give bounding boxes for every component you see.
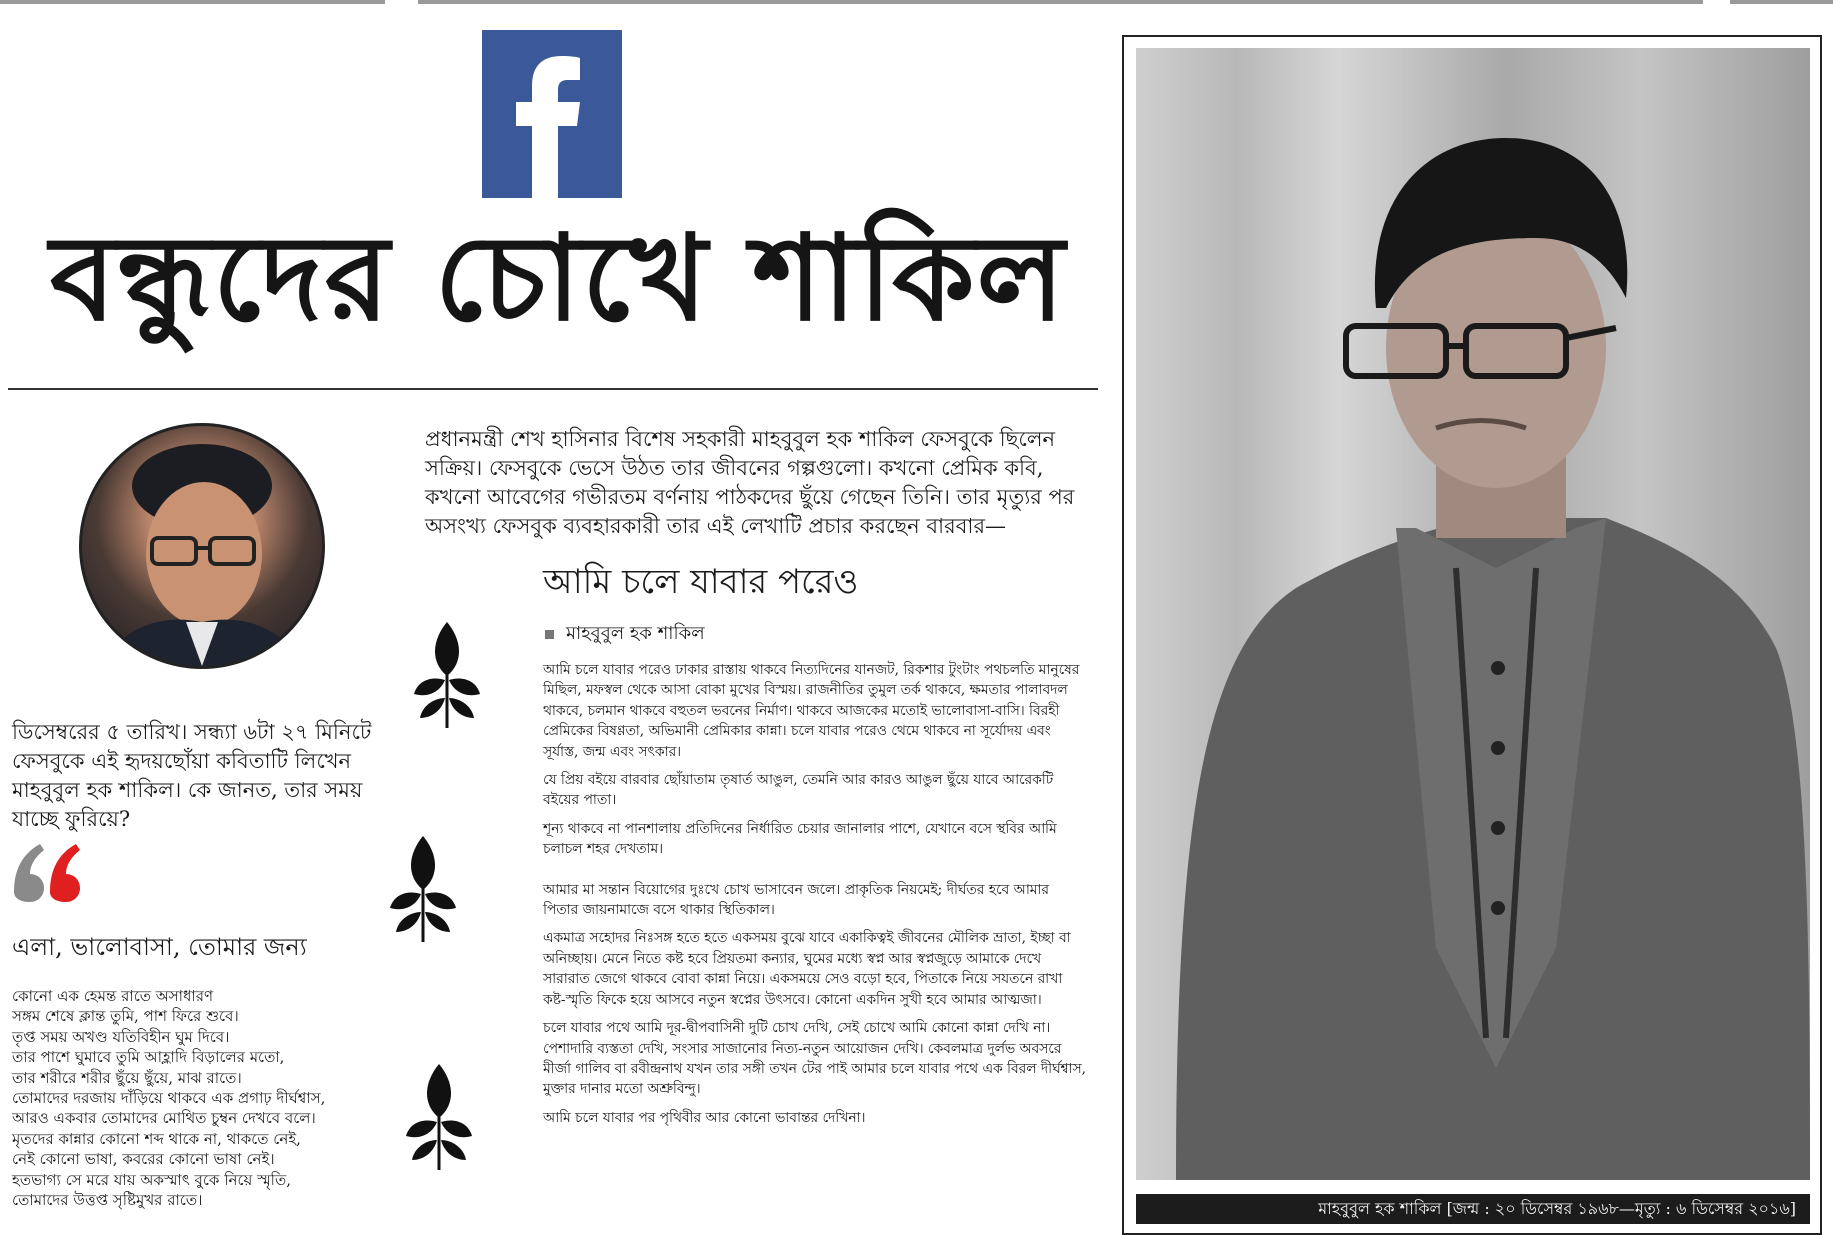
quote-mark-icon xyxy=(10,830,90,910)
top-rule-middle xyxy=(418,0,1703,4)
portrait-photo xyxy=(1136,48,1810,1180)
facebook-logo-icon xyxy=(482,30,622,198)
poem-line: তোমাদের উত্তপ্ত সৃষ্টিমুখর রাতে। xyxy=(12,1191,203,1210)
poem-author xyxy=(545,622,945,646)
poem-paragraph: আমার মা সন্তান বিয়োগের দুঃখে চোখ ভাসাবেন জলে। প্রাকৃতিক নিয়মেই; দীর্ঘতর হবে আমার পিতার জায়নামাজে বসে থাকার স্থিতিকাল। xyxy=(543,881,1049,919)
poem-line: মৃতদের কান্নার কোনো শব্দ থাকে না, থাকতে নেই, xyxy=(12,1129,301,1148)
left-poem-title: এলা, ভালোবাসা, তোমার জন্য xyxy=(12,933,307,961)
leaf-ornament-icon xyxy=(388,832,458,944)
poem-line: তার শরীরে শরীর ছুঁয়ে ছুঁয়ে, মাঝ রাতে। xyxy=(12,1068,242,1087)
top-rule-left xyxy=(0,0,385,4)
headline-divider xyxy=(8,388,1098,390)
leaf-ornament-icon xyxy=(412,618,482,730)
poem-line: আরও একবার তোমাদের মোথিত চুম্বন দেখবে বলে। xyxy=(12,1109,316,1128)
author-name: মাহবুবুল হক শাকিল xyxy=(566,623,705,644)
poem-paragraph: শূন্য থাকবে না পানশালায় প্রতিদিনের নির্ধারিত চেয়ার জানালার পাশে, যেখানে বসে স্থবির আমি চলাচল শহর দেখতাম। xyxy=(543,820,1057,858)
top-rule-right xyxy=(1730,0,1833,4)
poem-heading: আমি চলে যাবার পরেও xyxy=(543,562,859,602)
poem-paragraph: আমি চলে যাবার পরেও ঢাকার রাস্তায় থাকবে নিত্যদিনের যানজট, রিকশার টুংটাং পথচলতি মানুষের মিছিল, মফস্বল থেকে আসা বোকা মুখের বিস্ময়। রাজনীতির তুমুল তর্ক থাকবে, ক্ষমতার পালাবদল থাকবে, চলমান থাকবে বহুতল ভবনের নির্মাণ। থাকবে আজকের মতোই ভালোবাসা-বাসি। বিরহী প্রেমিকের বিষণ্ণতা, অভিমানী প্রেমিকার কান্না। চলে যাবার পরেও থেমে থাকবে না সূর্যোদয় এবং সূর্যাস্ত, জন্ম এবং সৎকার। xyxy=(543,662,1080,760)
left-intro-text: ডিসেম্বরের ৫ তারিখ। সন্ধ্যা ৬টা ২৭ মিনিটে ফেসবুকে এই হৃদয়ছোঁয়া কবিতাটি লিখেন মাহবুবুল হক শাকিল। কে জানত, তার সময় যাচ্ছে ফুরিয়ে? xyxy=(12,720,372,831)
poem-paragraph: চলে যাবার পথে আমি দূর-দ্বীপবাসিনী দুটি চোখ দেখি, সেই চোখে আমি কোনো কান্না দেখি না। পেশাদারি ব্যস্ততা দেখি, সংসার সাজানোর নিত্য-নতুন আয়োজন দেখি। কেবলমাত্র দুর্লভ অবসরে মীর্জা গালিব বা রবীন্দ্রনাথ যখন তার সঙ্গী তখন টের পাই আমার চলে যাবার পথে এক বিরল দীর্ঘশ্বাস, মুক্তার দানার মতো অশ্রুবিন্দু। xyxy=(543,1020,1087,1098)
poem-line: নেই কোনো ভাষা, কবরের কোনো ভাষা নেই। xyxy=(12,1150,275,1169)
poem-line: সঙ্গম শেষে ক্লান্ত তুমি, পাশ ফিরে শুবে। xyxy=(12,1007,239,1026)
poem-line: তৃপ্ত সময় অখণ্ড যতিবিহীন ঘুম দিবে। xyxy=(12,1027,230,1046)
poem-paragraph: আমি চলে যাবার পর পৃথিবীর আর কোনো ভাবান্তর দেখিনা। xyxy=(543,1109,866,1126)
portrait-circle-photo xyxy=(79,423,325,669)
poem-line: হতভাগ্য সে মরে যায় অকস্মাৎ বুকে নিয়ে স্মৃতি, xyxy=(12,1170,291,1189)
poem-paragraph: যে প্রিয় বইয়ে বারবার ছোঁয়াতাম তৃষার্ত আঙুল, তেমনি আর কারও আঙুল ছুঁয়ে যাবে আরেকটি বইয়ের পাতা। xyxy=(543,772,1054,809)
leaf-ornament-icon xyxy=(404,1060,474,1172)
poem-paragraph: একমাত্র সহোদর নিঃসঙ্গ হতে হতে একসময় বুঝে যাবে একাকিত্বই জীবনের মৌলিক ভ্রাতা, ইচ্ছা বা অনিচ্ছায়। মেনে নিতে কষ্ট হবে প্রিয়তমা কন্যার, ঘুমের মধ্যে স্বপ্ন আর স্বপ্নজুড়ে আমাকে দেখে সারারাত জেগে থাকবে বোবা কান্না নিয়ে। একসময়ে সেও বড়ো হবে, পিতাকে নিয়ে সযতনে রাখা কষ্ট-স্মৃতি ফিকে হয়ে আসবে নতুন স্বপ্নের উৎসবে। কোনো একদিন সুখী হবে আমার আত্মজা। xyxy=(543,930,1071,1008)
page-headline: বন্ধুদের চোখে শাকিল xyxy=(50,208,1067,347)
poem-line: তার পাশে ঘুমাবে তুমি আহ্লাদি বিড়ালের মতো, xyxy=(12,1048,285,1067)
center-intro-text: প্রধানমন্ত্রী শেখ হাসিনার বিশেষ সহকারী মাহবুবুল হক শাকিল ফেসবুকে ছিলেন সক্রিয়। ফেসবুকে ভেসে উঠত তার জীবনের গল্পগুলো। কখনো প্রেমিক কবি, কখনো আবেগের গভীরতম বর্ণনায় পাঠকদের ছুঁয়ে গেছেন তিনি। তার মৃত্যুর পর অসংখ্য ফেসবুক ব্যবহারকারী তার এই লেখাটি প্রচার করছেন বারবার— xyxy=(425,427,1075,538)
left-poem-body xyxy=(12,986,402,1210)
poem-body xyxy=(543,660,1088,1136)
poem-line: কোনো এক হেমন্ত রাতে অসাধারণ xyxy=(12,987,214,1005)
bullet-square-icon xyxy=(545,630,554,639)
poem-line: তোমাদের দরজায় দাঁড়িয়ে থাকবে এক প্রগাঢ় দীর্ঘশ্বাস, xyxy=(12,1089,326,1108)
photo-caption: মাহবুবুল হক শাকিল [জন্ম : ২০ ডিসেম্বর ১৯৬৮—মৃত্যু : ৬ ডিসেম্বর ২০১৬] xyxy=(1136,1194,1810,1224)
